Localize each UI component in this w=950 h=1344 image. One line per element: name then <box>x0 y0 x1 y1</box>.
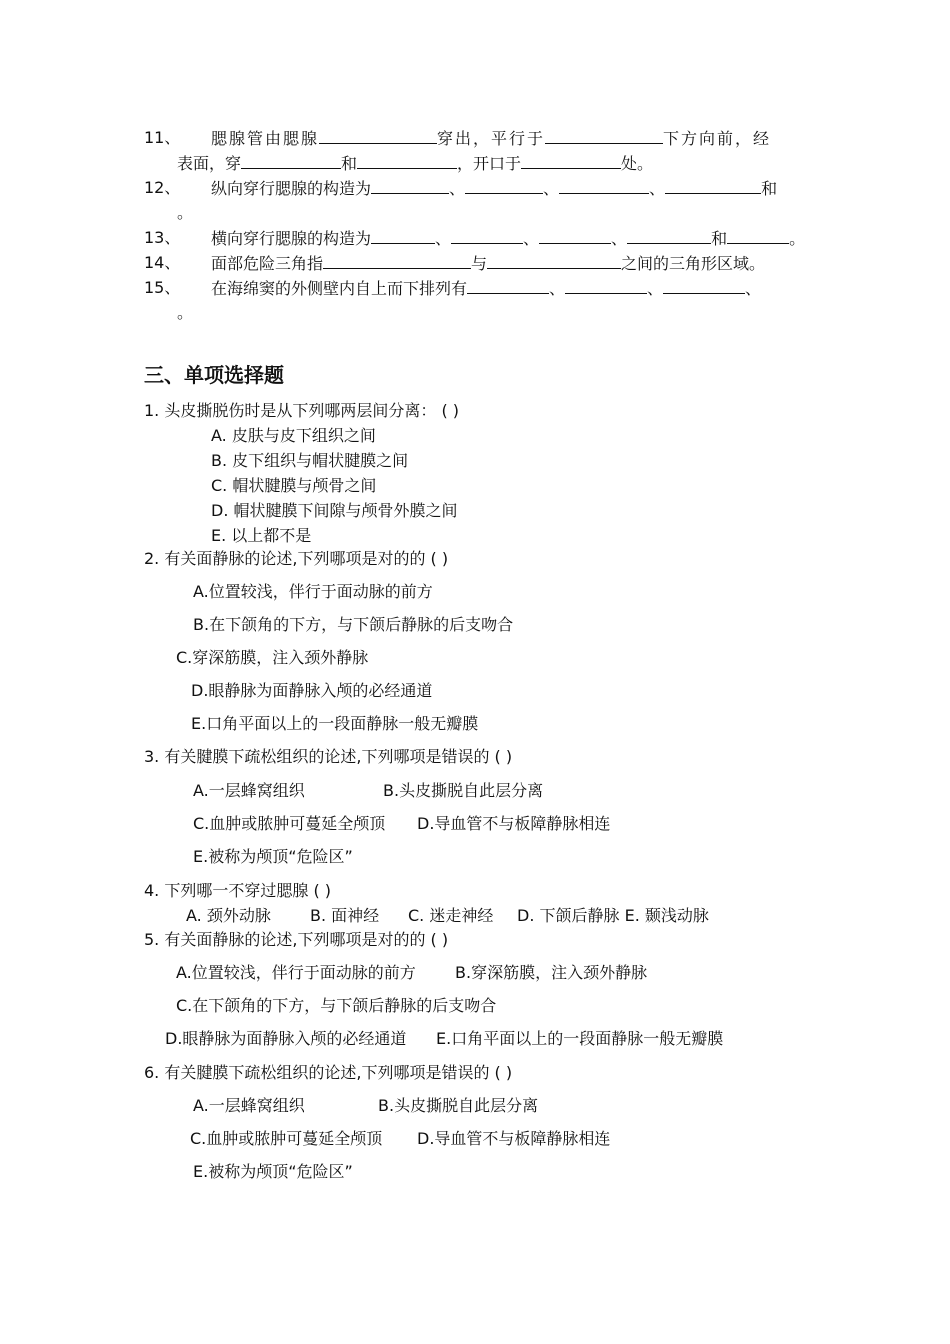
q11-text-b: 穿出，平行于 <box>437 129 546 148</box>
q11-text-d: 表面，穿 <box>177 154 242 173</box>
q14-text-b: 与 <box>471 254 488 273</box>
q13-sep-2: 、 <box>523 229 540 248</box>
q13-blank-4[interactable] <box>627 228 711 244</box>
mc-q6-option-b[interactable]: B.头皮撕脱自此层分离 <box>378 1096 539 1115</box>
q12-blank-1[interactable] <box>371 178 449 194</box>
q15-line1 <box>211 278 761 299</box>
q15-sep-2: 、 <box>647 279 664 298</box>
q12-number: 12、 <box>144 178 181 197</box>
mc-q2-option-d[interactable]: D.眼静脉为面静脉入颅的必经通道 <box>191 681 433 700</box>
mc-q1-stem: 1. 头皮撕脱伤时是从下列哪两层间分离： ( ) <box>144 401 460 420</box>
q15-text-a: 在海绵窦的外侧壁内自上而下排列有 <box>211 279 468 298</box>
q13-line1 <box>211 228 805 249</box>
q11-text-g: 处。 <box>621 154 654 173</box>
q15-blank-2[interactable] <box>565 278 647 294</box>
mc-q1-option-d[interactable]: D. 帽状腱膜下间隙与颅骨外膜之间 <box>211 501 458 520</box>
q13-text-a: 横向穿行腮腺的构造为 <box>211 229 372 248</box>
q15-sep-1: 、 <box>549 279 566 298</box>
mc-q1-option-a[interactable]: A. 皮肤与皮下组织之间 <box>211 426 376 445</box>
mc-q6-option-a[interactable]: A.一层蜂窝组织 <box>193 1096 305 1115</box>
q11-blank-4[interactable] <box>357 153 457 169</box>
mc-q1-option-b[interactable]: B. 皮下组织与帽状腱膜之间 <box>211 451 409 470</box>
q13-blank-2[interactable] <box>451 228 523 244</box>
q13-blank-3[interactable] <box>539 228 611 244</box>
q14-number: 14、 <box>144 253 181 272</box>
mc-q2-option-a[interactable]: A.位置较浅，伴行于面动脉的前方 <box>193 582 433 601</box>
q11-blank-3[interactable] <box>241 153 341 169</box>
q12-sep-1: 、 <box>449 179 466 198</box>
q11-line1 <box>211 128 771 149</box>
q15-blank-3[interactable] <box>663 278 745 294</box>
mc-q5-stem: 5. 有关面静脉的论述,下列哪项是对的的 ( ) <box>144 930 449 949</box>
q11-blank-2[interactable] <box>545 128 663 144</box>
q13-blank-1[interactable] <box>371 228 435 244</box>
q15-blank-1[interactable] <box>467 278 549 294</box>
q13-sep-3: 、 <box>611 229 628 248</box>
q12-blank-4[interactable] <box>665 178 761 194</box>
mc-q2-stem: 2. 有关面静脉的论述,下列哪项是对的的 ( ) <box>144 549 449 568</box>
mc-q2-option-c[interactable]: C.穿深筋膜，注入颈外静脉 <box>176 648 369 667</box>
q11-blank-1[interactable] <box>319 128 437 144</box>
q12-and: 和 <box>761 179 778 198</box>
section-title: 三、单项选择题 <box>144 363 284 387</box>
mc-q3-option-d[interactable]: D.导血管不与板障静脉相连 <box>417 814 611 833</box>
q12-blank-3[interactable] <box>559 178 649 194</box>
mc-q2-option-e[interactable]: E.口角平面以上的一段面静脉一般无瓣膜 <box>191 714 479 733</box>
q11-text-c: 下方向前，经 <box>663 129 772 148</box>
mc-q5-option-d[interactable]: D.眼静脉为面静脉入颅的必经通道 <box>165 1029 407 1048</box>
q13-end: 。 <box>789 229 806 248</box>
q14-blank-2[interactable] <box>487 253 621 269</box>
q11-text-a: 腮腺管由腮腺 <box>211 129 320 148</box>
mc-q6-option-d[interactable]: D.导血管不与板障静脉相连 <box>417 1129 611 1148</box>
q14-blank-1[interactable] <box>323 253 471 269</box>
mc-q1-option-e[interactable]: E. 以上都不是 <box>211 526 312 545</box>
mc-q1-option-c[interactable]: C. 帽状腱膜与颅骨之间 <box>211 476 377 495</box>
q12-sep-3: 、 <box>649 179 666 198</box>
mc-q6-stem: 6. 有关腱膜下疏松组织的论述,下列哪项是错误的 ( ) <box>144 1063 513 1082</box>
q13-and: 和 <box>711 229 728 248</box>
q12-text-a: 纵向穿行腮腺的构造为 <box>211 179 372 198</box>
q15-sep-3: 、 <box>745 279 762 298</box>
mc-q2-option-b[interactable]: B.在下颌角的下方，与下颌后静脉的后支吻合 <box>193 615 514 634</box>
mc-q3-option-c[interactable]: C.血肿或脓肿可蔓延全颅顶 <box>193 814 386 833</box>
mc-q6-option-e[interactable]: E.被称为颅顶“危险区” <box>193 1162 353 1181</box>
q14-text-c: 之间的三角形区域。 <box>621 254 766 273</box>
mc-q5-option-a[interactable]: A.位置较浅，伴行于面动脉的前方 <box>176 963 416 982</box>
mc-q5-option-e[interactable]: E.口角平面以上的一段面静脉一般无瓣膜 <box>436 1029 724 1048</box>
q14-line1 <box>211 253 765 274</box>
mc-q4-option-c[interactable]: C. 迷走神经 <box>408 906 494 925</box>
q11-line2 <box>177 153 653 174</box>
q11-text-f: ，开口于 <box>457 154 522 173</box>
mc-q3-stem: 3. 有关腱膜下疏松组织的论述,下列哪项是错误的 ( ) <box>144 747 513 766</box>
q14-text-a: 面部危险三角指 <box>211 254 324 273</box>
mc-q4-option-d-e[interactable]: D. 下颌后静脉 E. 颞浅动脉 <box>517 906 709 925</box>
mc-q6-option-c[interactable]: C.血肿或脓肿可蔓延全颅顶 <box>190 1129 383 1148</box>
q13-number: 13、 <box>144 228 181 247</box>
mc-q3-option-a[interactable]: A.一层蜂窝组织 <box>193 781 305 800</box>
mc-q3-option-b[interactable]: B.头皮撕脱自此层分离 <box>383 781 544 800</box>
q13-sep-1: 、 <box>435 229 452 248</box>
q11-number: 11、 <box>144 128 181 147</box>
q11-blank-5[interactable] <box>521 153 621 169</box>
q15-number: 15、 <box>144 278 181 297</box>
mc-q4-stem: 4. 下列哪一不穿过腮腺 ( ) <box>144 881 332 900</box>
q15-end: 。 <box>177 303 194 322</box>
mc-q5-option-c[interactable]: C.在下颌角的下方，与下颌后静脉的后支吻合 <box>176 996 497 1015</box>
q13-blank-5[interactable] <box>727 228 789 244</box>
q12-end: 。 <box>177 203 194 222</box>
mc-q4-option-b[interactable]: B. 面神经 <box>310 906 380 925</box>
q12-sep-2: 、 <box>543 179 560 198</box>
mc-q4-option-a[interactable]: A. 颈外动脉 <box>186 906 271 925</box>
q11-text-e: 和 <box>341 154 358 173</box>
mc-q3-option-e[interactable]: E.被称为颅顶“危险区” <box>193 847 353 866</box>
mc-q5-option-b[interactable]: B.穿深筋膜，注入颈外静脉 <box>455 963 648 982</box>
q12-line1 <box>211 178 777 199</box>
q12-blank-2[interactable] <box>465 178 543 194</box>
